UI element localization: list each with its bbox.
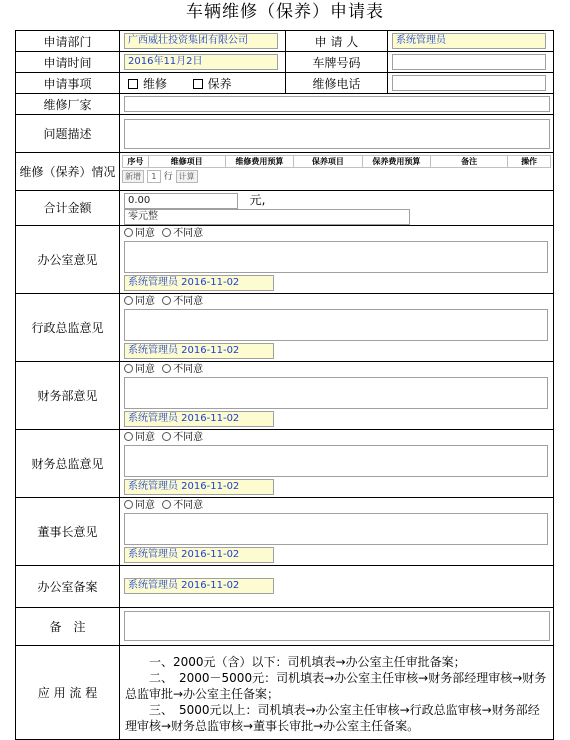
total-amount-label: 合计金额 [16,191,120,226]
finance-director-signature: 系统管理员 2016-11-02 [124,479,274,495]
finance-dept-opinion-textarea[interactable] [124,377,548,409]
problem-desc-textarea[interactable] [124,119,550,149]
department-label: 申请部门 [16,31,120,52]
process-line-3: 三、 5000元以上：司机填表→办公室主任审核→行政总监审核→财务部经理审核→财务总监审核→董事长审批→办公室主任备案。 [125,702,540,733]
admin-director-signature: 系统管理员 2016-11-02 [124,343,274,359]
amount-input[interactable]: 0.00 [124,193,238,209]
plate-no-label: 车牌号码 [286,52,388,73]
office-opinion-label: 办公室意见 [16,225,120,293]
col-seq: 序号 [123,156,149,168]
chairman-disagree-radio[interactable] [162,500,171,509]
admin-director-opinion-textarea[interactable] [124,309,548,341]
chairman-agree-radio[interactable] [124,500,133,509]
chairman-disagree-label: 不同意 [173,499,204,511]
office-disagree-radio[interactable] [162,228,171,237]
repair-phone-input[interactable] [392,75,546,91]
repair-option[interactable] [128,77,167,91]
chairman-opinion-textarea[interactable] [124,513,548,545]
form-title: 车辆维修（保养）申请表 [186,2,384,22]
remarks-label: 备 注 [16,607,120,645]
repair-factory-input[interactable] [124,96,550,112]
amount-unit: 元, [249,193,266,207]
col-remark: 备注 [431,156,508,168]
amount-upper-field[interactable]: 零元整 [124,209,410,225]
row-count-input[interactable]: 1 [147,170,161,183]
office-agree-radio[interactable] [124,228,133,237]
finance-director-opinion-label: 财务总监意见 [16,429,120,497]
apply-time-label: 申请时间 [16,52,120,73]
repair-factory-label: 维修厂家 [16,94,120,115]
calc-button[interactable]: 计算 [176,170,198,183]
finance-director-agree-label: 同意 [135,431,155,443]
process-line-1: 一、2000元（含）以下：司机填表→办公室主任审批备案； [149,654,466,669]
finance-dept-signature: 系统管理员 2016-11-02 [124,411,274,427]
office-opinion-textarea[interactable] [124,241,548,273]
repair-checkbox[interactable] [128,79,138,89]
office-record-label: 办公室备案 [16,565,120,607]
finance-dept-agree-radio[interactable] [124,364,133,373]
apply-time-field[interactable]: 2016年11月2日 [124,54,278,70]
finance-dept-agree-label: 同意 [135,363,155,375]
office-signature: 系统管理员 2016-11-02 [124,275,274,291]
admin-director-agree-label: 同意 [135,295,155,307]
repair-items-table [122,155,551,168]
row-unit-label: 行 [163,172,173,182]
admin-director-agree-radio[interactable] [124,296,133,305]
admin-director-opinion-label: 行政总监意见 [16,293,120,361]
add-row-button[interactable]: 新增 [122,170,144,183]
chairman-opinion-label: 董事长意见 [16,497,120,565]
repair-phone-label: 维修电话 [286,73,388,94]
process-label: 应 用 流 程 [16,645,120,739]
col-maint-item: 保养项目 [294,156,362,168]
process-line-2: 二、 2000－5000元：司机填表→办公室主任审核→财务部经理审核→财务总监审批→办公室主任备案； [125,670,547,701]
chairman-signature: 系统管理员 2016-11-02 [124,547,274,563]
department-field[interactable]: 广西威壮投资集团有限公司 [124,33,278,49]
problem-desc-label: 问题描述 [16,115,120,153]
finance-director-disagree-radio[interactable] [162,432,171,441]
repair-status-label: 维修（保养）情况 [16,153,120,191]
finance-director-disagree-label: 不同意 [173,431,204,443]
office-record-signature: 系统管理员 2016-11-02 [124,578,274,594]
col-action: 操作 [508,156,551,168]
office-agree-label: 同意 [135,227,155,239]
finance-dept-disagree-label: 不同意 [173,363,204,375]
office-disagree-label: 不同意 [173,227,204,239]
finance-director-agree-radio[interactable] [124,432,133,441]
finance-dept-opinion-label: 财务部意见 [16,361,120,429]
repair-application-form [15,30,554,740]
col-repair-budget: 维修费用预算 [225,156,293,168]
finance-director-opinion-textarea[interactable] [124,445,548,477]
maintenance-option-label: 保养 [207,76,232,91]
maintenance-option[interactable] [193,77,232,91]
chairman-agree-label: 同意 [135,499,155,511]
admin-director-disagree-radio[interactable] [162,296,171,305]
finance-dept-disagree-radio[interactable] [162,364,171,373]
col-repair-item: 维修项目 [148,156,225,168]
apply-item-label: 申请事项 [16,73,120,94]
remarks-textarea[interactable] [124,611,550,641]
plate-no-input[interactable] [392,54,546,70]
repair-option-label: 维修 [143,76,168,91]
maintenance-checkbox[interactable] [193,79,203,89]
admin-director-disagree-label: 不同意 [173,295,204,307]
applicant-field[interactable]: 系统管理员 [392,33,546,49]
applicant-label: 申 请 人 [286,31,388,52]
col-maint-budget: 保养费用预算 [362,156,430,168]
